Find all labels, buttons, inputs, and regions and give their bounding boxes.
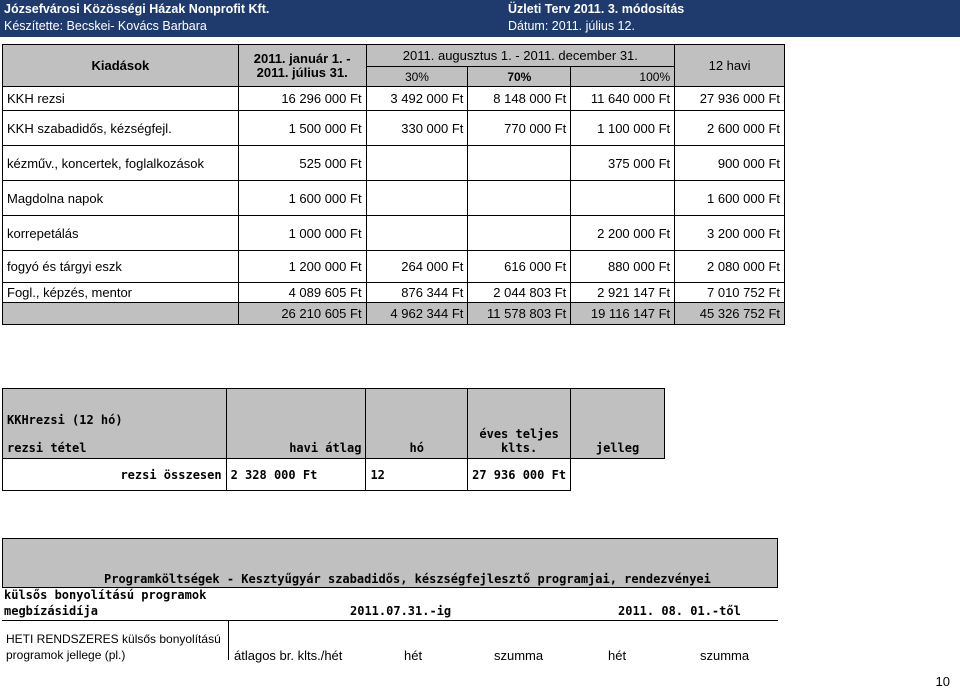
cell: 770 000 Ft [468, 111, 571, 146]
cell: 900 000 Ft [675, 146, 785, 181]
cell: 2 200 000 Ft [571, 216, 675, 251]
date: Dátum: 2011. július 12. [508, 19, 635, 33]
header-tetel: rezsi tétel [7, 441, 87, 455]
program-section [2, 538, 778, 663]
cell: 4 962 344 Ft [366, 303, 468, 325]
table-row [3, 111, 785, 146]
row-label: kézműv., koncertek, foglalkozások [3, 146, 239, 181]
cell: 616 000 Ft [468, 251, 571, 283]
cell [468, 216, 571, 251]
cell: 3 200 000 Ft [675, 216, 785, 251]
row-label: KKH rezsi [3, 87, 239, 111]
cell: 264 000 Ft [366, 251, 468, 283]
header-12havi: 12 havi [675, 45, 785, 87]
cell: 375 000 Ft [571, 146, 675, 181]
col-szumma-2: szumma [700, 648, 750, 663]
cell: 3 492 000 Ft [366, 87, 468, 111]
cell: 45 326 752 Ft [675, 303, 785, 325]
divider [2, 620, 778, 621]
header-kiadasok: Kiadások [3, 45, 239, 87]
col-het-2: hét [608, 648, 627, 663]
expenses-table [2, 44, 785, 325]
header-eves [468, 389, 571, 459]
table-row [3, 283, 785, 303]
table-row [3, 216, 785, 251]
total-row [3, 303, 785, 325]
cell: 2 080 000 Ft [675, 251, 785, 283]
date-from: 2011. 08. 01.-től [618, 604, 741, 618]
cell: 1 600 000 Ft [238, 181, 366, 216]
rezsi-title: KKHrezsi (12 hó) [7, 413, 123, 427]
header-eves-line2: klts. [501, 441, 538, 455]
cell: 1 600 000 Ft [675, 181, 785, 216]
cell: 27 936 000 Ft [675, 87, 785, 111]
heti-label-1: HETI RENDSZERES külsős bonyolítású [6, 632, 221, 646]
row-label [3, 303, 239, 325]
col-het-1: hét [404, 648, 423, 663]
header-pct100: 100% [571, 67, 675, 87]
cell [468, 146, 571, 181]
table-row [3, 181, 785, 216]
rezsi-havi: 2 328 000 Ft [226, 459, 366, 491]
cell: 16 296 000 Ft [238, 87, 366, 111]
cell: 11 640 000 Ft [571, 87, 675, 111]
rezsi-osszesen-label: rezsi összesen [3, 459, 227, 491]
cell: 2 044 803 Ft [468, 283, 571, 303]
cell: 11 578 803 Ft [468, 303, 571, 325]
cell [571, 181, 675, 216]
cell: 7 010 752 Ft [675, 283, 785, 303]
col-szumma-1: szumma [494, 648, 544, 663]
header-pct30: 30% [366, 67, 468, 87]
header-eves-line1: éves teljes [479, 427, 559, 441]
cell: 1 100 000 Ft [571, 111, 675, 146]
cell: 2 600 000 Ft [675, 111, 785, 146]
cell: 880 000 Ft [571, 251, 675, 283]
header-havi: havi átlag [226, 389, 366, 459]
kulsos-label-2: megbízásidíja [4, 604, 98, 618]
divider [228, 620, 229, 660]
row-label: Fogl., képzés, mentor [3, 283, 239, 303]
cell: 1 200 000 Ft [238, 251, 366, 283]
rezsi-eves: 27 936 000 Ft [468, 459, 571, 491]
cell [366, 216, 468, 251]
rezsi-ho: 12 [366, 459, 468, 491]
plan-title: Üzleti Terv 2011. 3. módosítás [508, 2, 685, 16]
empty-cell [571, 459, 665, 491]
row-label: fogyó és tárgyi eszk [3, 251, 239, 283]
row-label: Magdolna napok [3, 181, 239, 216]
cell [366, 146, 468, 181]
row-label: korrepetálás [3, 216, 239, 251]
cell: 525 000 Ft [238, 146, 366, 181]
page-number: 10 [935, 674, 950, 689]
cell: 19 116 147 Ft [571, 303, 675, 325]
header-ho: hó [366, 389, 468, 459]
cell: 330 000 Ft [366, 111, 468, 146]
header-period2: 2011. augusztus 1. - 2011. december 31. [366, 45, 675, 67]
period1-start: 2011. január 1. - [253, 50, 351, 66]
table-row [3, 459, 665, 491]
cell: 2 921 147 Ft [571, 283, 675, 303]
author: Készítette: Becskei- Kovács Barbara [4, 19, 207, 33]
col-atlag: átlagos br. klts./hét [234, 648, 343, 663]
cell: 4 089 605 Ft [238, 283, 366, 303]
header-jelleg: jelleg [571, 389, 665, 459]
table-row [3, 251, 785, 283]
table-row [3, 87, 785, 111]
header-period1 [238, 45, 366, 87]
org-name: Józsefvárosi Közösségi Házak Nonprofit Kft. [4, 2, 270, 16]
cell: 8 148 000 Ft [468, 87, 571, 111]
header-pct70: 70% [468, 67, 571, 87]
rezsi-table [2, 388, 665, 491]
program-title: Programköltségek - Kesztyűgyár szabadidős, készségfejlesztő programjai, rendezvényei [104, 572, 711, 586]
cell: 1 000 000 Ft [238, 216, 366, 251]
cell: 1 500 000 Ft [238, 111, 366, 146]
cell [468, 181, 571, 216]
row-label: KKH szabadidős, kézségfejl. [3, 111, 239, 146]
cell: 26 210 605 Ft [238, 303, 366, 325]
heti-label-2: programok jellege (pl.) [6, 648, 126, 662]
cell: 876 344 Ft [366, 283, 468, 303]
period1-end: 2011. július 31. [256, 64, 348, 80]
date-until: 2011.07.31.-ig [350, 604, 452, 618]
rezsi-tetel-cell [3, 389, 227, 459]
kulsos-label-1: külsős bonyolítású programok [4, 588, 207, 602]
cell [366, 181, 468, 216]
table-row [3, 146, 785, 181]
